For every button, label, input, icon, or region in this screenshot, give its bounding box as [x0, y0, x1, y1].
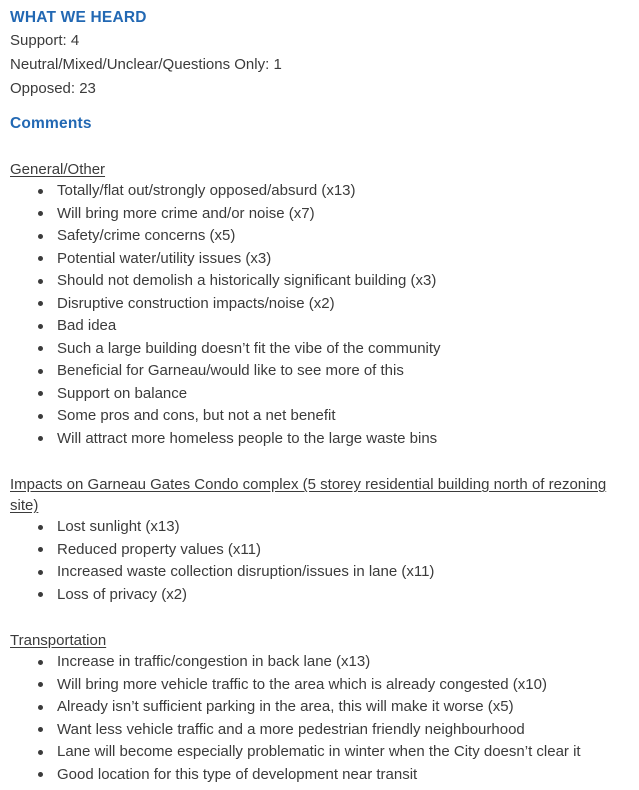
comments-heading: Comments — [10, 115, 92, 132]
stat-neutral: Neutral/Mixed/Unclear/Questions Only: 1 — [10, 56, 282, 73]
list-item: Lane will become especially problematic in winter when the City doesn’t clear it — [10, 741, 619, 764]
list-item: Loss of privacy (x2) — [10, 584, 619, 607]
list-item: Support on balance — [10, 383, 619, 406]
list-item: Disruptive construction impacts/noise (x2) — [10, 293, 619, 316]
section-transportation — [10, 630, 619, 786]
bullet-list — [10, 180, 619, 450]
vote-stats — [10, 29, 619, 101]
section-heading: Transportation — [10, 632, 107, 649]
stat-support: Support: 4 — [10, 32, 80, 49]
list-item: Beneficial for Garneau/would like to see more of this — [10, 360, 619, 383]
list-item: Will bring more crime and/or noise (x7) — [10, 203, 619, 226]
list-item: Increased waste collection disruption/issues in lane (x11) — [10, 561, 619, 584]
list-item: Increase in traffic/congestion in back lane (x13) — [10, 651, 619, 674]
stat-opposed: Opposed: 23 — [10, 80, 96, 97]
list-item: Such a large building doesn’t fit the vibe of the community — [10, 338, 619, 361]
list-item: Want less vehicle traffic and a more pedestrian friendly neighbourhood — [10, 719, 619, 742]
section-heading: Impacts on Garneau Gates Condo complex (5 storey residential building north of rezoning site) — [10, 476, 607, 514]
list-item: Safety/crime concerns (x5) — [10, 225, 619, 248]
list-item: Totally/flat out/strongly opposed/absurd (x13) — [10, 180, 619, 203]
list-item: Already isn’t sufficient parking in the area, this will make it worse (x5) — [10, 696, 619, 719]
list-item: Bad idea — [10, 315, 619, 338]
doc-title: WHAT WE HEARD — [10, 9, 147, 26]
bullet-list — [10, 651, 619, 786]
list-item: Some pros and cons, but not a net benefit — [10, 405, 619, 428]
list-item: Will bring more vehicle traffic to the area which is already congested (x10) — [10, 674, 619, 697]
section-heading: General/Other — [10, 161, 106, 178]
section-general-other — [10, 159, 619, 450]
bullet-list — [10, 516, 619, 606]
list-item: Good location for this type of development near transit — [10, 764, 619, 787]
list-item: Lost sunlight (x13) — [10, 516, 619, 539]
list-item: Should not demolish a historically significant building (x3) — [10, 270, 619, 293]
list-item: Will attract more homeless people to the large waste bins — [10, 428, 619, 451]
list-item: Reduced property values (x11) — [10, 539, 619, 562]
list-item: Potential water/utility issues (x3) — [10, 248, 619, 271]
section-condo-impacts — [10, 474, 619, 606]
